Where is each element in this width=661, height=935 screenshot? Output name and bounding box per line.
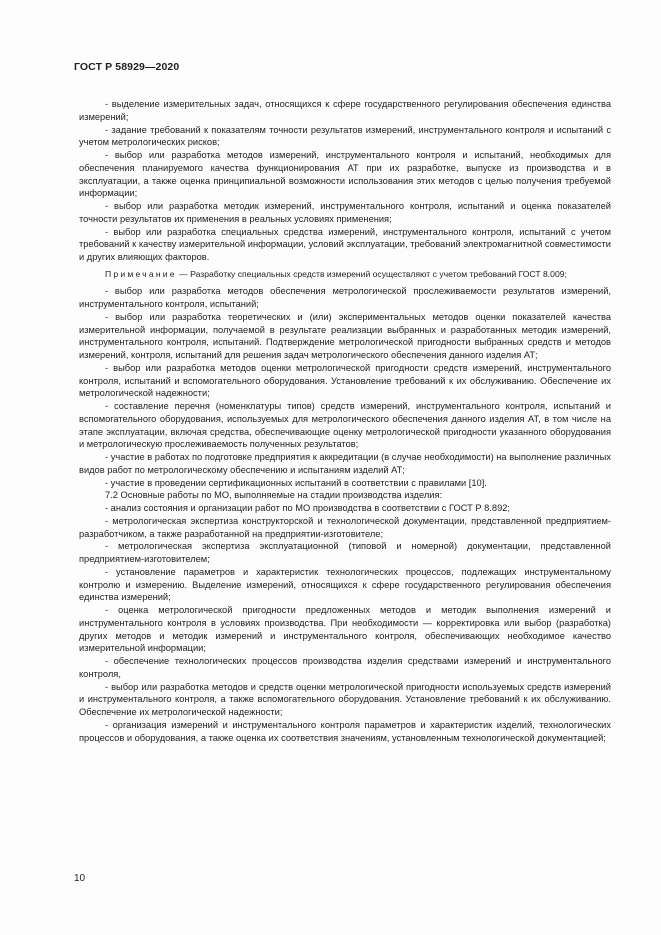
paragraph: - выбор или разработка методик измерений, инструментального контроля, испытаний и оценка показателей точности результатов их применения в реальных условиях применения; xyxy=(79,201,611,224)
paragraph: - метрологическая экспертиза эксплуатационной (типовой и номерной) документации, представленной предприятием-изготовителем; xyxy=(79,541,611,564)
paragraph: - оценка метрологической пригодности предложенных методов и методик выполнения измерений и инструментального контроля в условиях производства. При необходимости — корректировка или выбор (разработка) других методов и методик измерений и инструментального контроля, обеспечивающих необходимое качество измерительной информации; xyxy=(79,605,611,654)
note-text: — Разработку специальных средств измерений осуществляют с учетом требований ГОСТ 8.009; xyxy=(176,268,567,279)
paragraph: - участие в проведении сертификационных испытаний в соответствии с правилами [10]. xyxy=(105,477,487,488)
paragraph: - выбор или разработка теоретических и (или) экспериментальных методов оценки показателей качества измерительной информации, получаемой в результате реализации выбранных и разработанных методик измерений, инструментального контроля, испытаний. Подтверждение метрологической пригодности выбранных средств и методов измерений, контроля, испытаний для решения задач метрологического обеспечения данного изделия АТ; xyxy=(79,311,611,360)
paragraph: - установление параметров и характеристик технологических процессов, подлежащих инструментальному контролю и измерению. Выделение измерений, относящихся к сфере государственного регулирования обеспечения единства измерений; xyxy=(79,566,611,603)
paragraph: - организация измерений и инструментального контроля параметров и характеристик изделий, технологических процессов и оборудования, а также оценка их соответствия значениям, установленным технологической документацией; xyxy=(79,719,611,743)
paragraph: - обеспечение технологических процессов производства изделия средствами измерений и инструментального контроля, xyxy=(79,656,611,679)
paragraph: - выбор или разработка методов измерений, инструментального контроля и испытаний, необходимых для обеспечения планируемого качества функционирования АТ при их разработке, выпуске из производства и в эксплуатации, а также оценка принципиальной возможности использования этих методов с целью получения требуемой информации; xyxy=(79,150,611,199)
note-paragraph xyxy=(79,269,611,281)
page-number: 10 xyxy=(74,873,86,884)
paragraph: - выделение измерительных задач, относящихся к сфере государственного регулирования обеспечения единства измерений; xyxy=(79,99,611,122)
paragraph: - выбор или разработка методов и средств оценки метрологической пригодности используемых средств измерений и инструментального контроля, а также вспомогательного оборудования. Установление требований к их обслуживанию. Обеспечение их метрологической надежности; xyxy=(79,681,611,717)
document-header: ГОСТ Р 58929—2020 xyxy=(74,61,180,73)
paragraph: - метрологическая экспертиза конструкторской и технологической документации, представленной предприятием-разработчиком, а также разработанной на предприятии-изготовителе; xyxy=(79,515,611,539)
section-heading: 7.2 Основные работы по МО, выполняемые на стадии производства изделия: xyxy=(105,490,443,501)
note-label: Примечание xyxy=(105,268,177,279)
paragraph: - составление перечня (номенклатуры типов) средств измерений, инструментального контроля, испытаний и вспомогательного оборудования, используемых для метрологического обеспечения данного изделия АТ, в том числе на этапе эксплуатации, включая средства, обеспечивающие оценку метрологической пригодности указанного оборудования и метрологическую прослеживаемость полученных результатов; xyxy=(79,401,611,450)
paragraph: - выбор или разработка специальных средства измерений, инструментального контроля, испытаний с учетом требований к качеству измерительной информации, условий эксплуатации, требований электромагнитной совместимости и других влияющих факторов. xyxy=(79,226,611,262)
paragraph: - выбор или разработка методов обеспечения метрологической прослеживаемости результатов измерений, инструментального контроля, испытаний; xyxy=(79,286,611,309)
paragraph: - выбор или разработка методов оценки метрологической пригодности средств измерений, инструментального контроля, испытаний и вспомогательного оборудования. Установление требований к их обслуживанию. Обеспечение их метрологической надежности; xyxy=(79,362,611,399)
paragraph: - анализ состояния и организации работ по МО производства в соответствии с ГОСТ Р 8.892; xyxy=(105,503,510,513)
paragraph: - участие в работах по подготовке предприятия к аккредитации (в случае необходимости) на выполнение различных видов работ по метрологическому обеспечению и испытаниям изделий АТ; xyxy=(79,452,611,475)
paragraph: - задание требований к показателям точности результатов измерений, инструментального контроля и испытаний с учетом метрологических рисков; xyxy=(79,124,611,148)
document-body xyxy=(79,98,611,744)
